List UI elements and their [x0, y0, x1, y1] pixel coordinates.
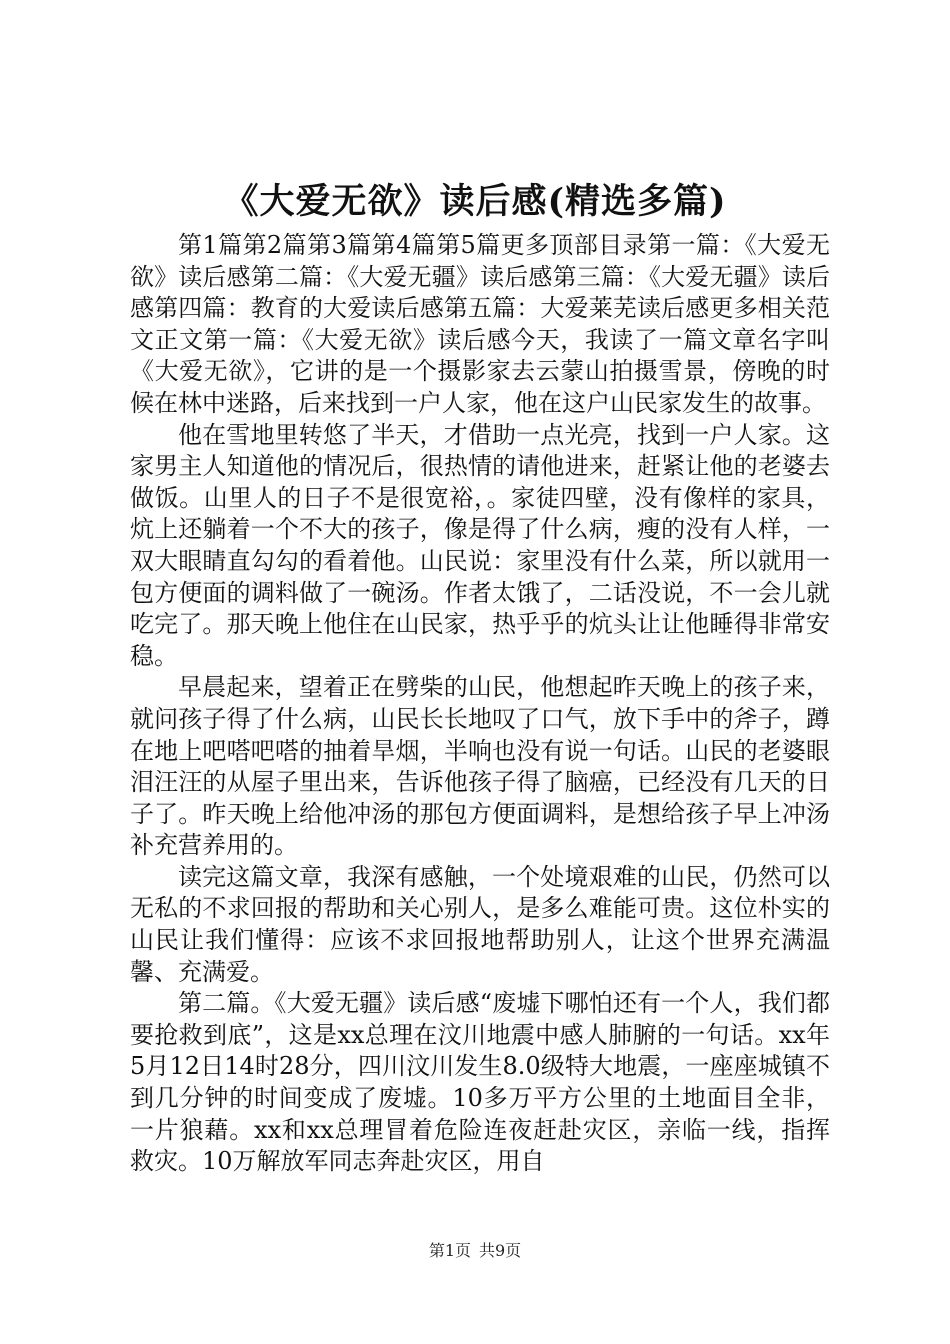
document-body — [130, 230, 830, 1178]
paragraph: 第二篇。《大爱无疆》读后感“废墟下哪怕还有一个人，我们都要抢救到底”，这是xx总理在汶川地震中感人肺腑的一句话。xx年5月12日14时28分，四川汶川发生8.0级特大地震，一座座城镇不到几分钟的时间变成了废墟。10多万平方公里的土地面目全非，一片狼藉。xx和xx总理冒着危险连夜赶赴灾区，亲临一线，指挥救灾。10万解放军同志奔赴灾区，用自 — [130, 989, 830, 1176]
paragraph: 读完这篇文章，我深有感触，一个处境艰难的山民，仍然可以无私的不求回报的帮助和关心别人，是多么难能可贵。这位朴实的山民让我们懂得：应该不求回报地帮助别人，让这个世界充满温馨、充满爱。 — [130, 862, 830, 986]
page-total: 共9页 — [479, 1241, 522, 1260]
paragraph: 他在雪地里转悠了半天，才借助一点光亮，找到一户人家。这家男主人知道他的情况后，很热情的请他进来，赶紧让他的老婆去做饭。山里人的日子不是很宽裕，。家徒四壁，没有像样的家具，炕上还躺着一个不大的孩子，像是得了什么病，瘦的没有人样，一双大眼睛直勾勾的看着他。山民说：家里没有什么菜，所以就用一包方便面的调料做了一碗汤。作者太饿了，二话没说，不一会儿就吃完了。那天晚上他住在山民家，热乎乎的炕头让让他睡得非常安稳。 — [130, 420, 830, 670]
page-footer — [0, 1240, 950, 1262]
page-number: 第1页 — [428, 1241, 471, 1260]
paragraph: 第1篇第2篇第3篇第4篇第5篇更多顶部目录第一篇：《大爱无欲》读后感第二篇：《大爱无疆》读后感第三篇：《大爱无疆》读后感第四篇：教育的大爱读后感第五篇：大爱莱芜读后感更多相关范文正文第一篇：《大爱无欲》读后感今天，我读了一篇文章名字叫《大爱无欲》，它讲的是一个摄影家去云蒙山拍摄雪景，傍晚的时候在林中迷路，后来找到一户人家，他在这户山民家发生的故事。 — [130, 231, 830, 417]
document-title: 《大爱无欲》读后感(精选多篇) — [223, 181, 727, 222]
paragraph: 早晨起来，望着正在劈柴的山民，他想起昨天晚上的孩子来，就问孩子得了什么病，山民长长地叹了口气，放下手中的斧子，蹲在地上吧嗒吧嗒的抽着旱烟，半响也没有说一句话。山民的老婆眼泪汪汪的从屋子里出来，告诉他孩子得了脑癌，已经没有几天的日子了。昨天晚上给他冲汤的那包方便面调料，是想给孩子早上冲汤补充营养用的。 — [130, 673, 830, 860]
